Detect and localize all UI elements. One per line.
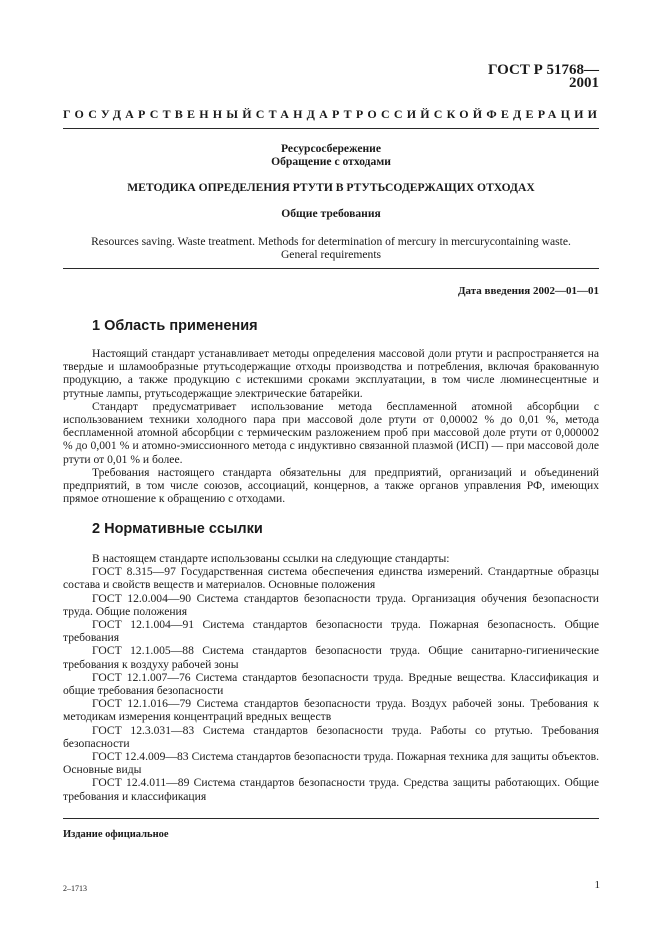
reference-item: ГОСТ 12.0.004—90 Система стандартов безопасности труда. Организация обучения безопасности труда. Общие положения <box>63 591 599 618</box>
standard-word: РОССИЙСКОЙ <box>355 107 487 121</box>
footer-rule <box>63 818 599 819</box>
section-1-heading: 1 Область применения <box>92 318 258 334</box>
title-rule <box>63 268 599 269</box>
print-mark: 2–1713 <box>63 884 87 893</box>
paragraph: Стандарт предусматривает использование метода беспламенной атомной абсорбции с использованием техники холодного пара при массовой доле ртути от 0,00002 % до 0,01 %, метода беспламенной атомной абсорбции с термическим разложением проб при массовой доле ртути от 0,000002 % до 0,001 % и атомно-эмиссионного метода с индуктивно связанной плазмой (ИСП) — при массовой доле ртути от 0,01 % и более. <box>63 399 599 466</box>
section-2-heading: 2 Нормативные ссылки <box>92 521 263 537</box>
subtitle: Общие требования <box>281 207 381 220</box>
reference-item: ГОСТ 12.1.004—91 Система стандартов безопасности труда. Пожарная безопасность. Общие требования <box>63 618 599 645</box>
paragraph: В настоящем стандарте использованы ссылки на следующие стандарты: <box>92 552 450 565</box>
main-title: МЕТОДИКА ОПРЕДЕЛЕНИЯ РТУТИ В РТУТЬСОДЕРЖАЩИХ ОТХОДАХ <box>127 181 535 194</box>
topic-line-1: Ресурсосбережение <box>281 142 381 155</box>
paragraph: Требования настоящего стандарта обязательны для предприятий, организаций и объединений предприятий, в том числе союзов, ассоциаций, концернов, а также органов управления РФ, имеющих прямое отношение к обращению с отходами. <box>63 465 599 506</box>
reference-item: ГОСТ 12.1.007—76 Система стандартов безопасности труда. Вредные вещества. Классификация и общие требования безопасности <box>63 670 599 698</box>
normative-references-list <box>63 552 599 803</box>
english-title-line-2: General requirements <box>280 248 382 261</box>
reference-item: ГОСТ 12.4.011—89 Система стандартов безопасности труда. Средства защиты работающих. Общие требования и классификация <box>63 776 599 803</box>
document-code: ГОСТ Р 51768—2001 <box>487 62 599 92</box>
paragraph: Настоящий стандарт устанавливает методы определения массовой доли ртути и распространяется на твердые и шламообразные ртутьсодержащие отходы производства и потребления, включая бракованную продукцию, а также продукцию с истекшими сроками эксплуатации, в том числе люминесцентные и ртутные лампы, ртутьсодержащие электрические батарейки. <box>63 347 599 400</box>
topic-line-2: Обращение с отходами <box>271 155 391 168</box>
effective-date: Дата введения 2002—01—01 <box>457 285 599 297</box>
standard-word: ГОСУДАРСТВЕННЫЙ <box>63 107 256 121</box>
standard-word: ФЕДЕРАЦИИ <box>486 107 602 121</box>
standard-header-line <box>63 107 602 121</box>
reference-item: ГОСТ 12.4.009—83 Система стандартов безопасности труда. Пожарная техника для защиты объектов. Основные виды <box>63 750 599 777</box>
edition-label: Издание официальное <box>63 829 169 840</box>
page-number: 1 <box>594 879 600 891</box>
reference-item: ГОСТ 12.1.005—88 Система стандартов безопасности труда. Общие санитарно-гигиенические требования к воздуху рабочей зоны <box>63 644 599 671</box>
standard-word: СТАНДАРТ <box>255 107 356 121</box>
reference-item: ГОСТ 8.315—97 Государственная система обеспечения единства измерений. Стандартные образцы состава и свойств веществ и материалов. Основные положения <box>63 565 599 592</box>
section-1-body <box>63 347 599 505</box>
english-title-line-1: Resources saving. Waste treatment. Methods for determination of mercury in mercurycontaining waste. <box>91 235 571 248</box>
reference-item: ГОСТ 12.3.031—83 Система стандартов безопасности труда. Работы со ртутью. Требования безопасности <box>63 723 599 750</box>
header-rule <box>63 128 599 129</box>
reference-item: ГОСТ 12.1.016—79 Система стандартов безопасности труда. Воздух рабочей зоны. Требования к методикам измерения концентраций вредных веществ <box>63 697 599 724</box>
